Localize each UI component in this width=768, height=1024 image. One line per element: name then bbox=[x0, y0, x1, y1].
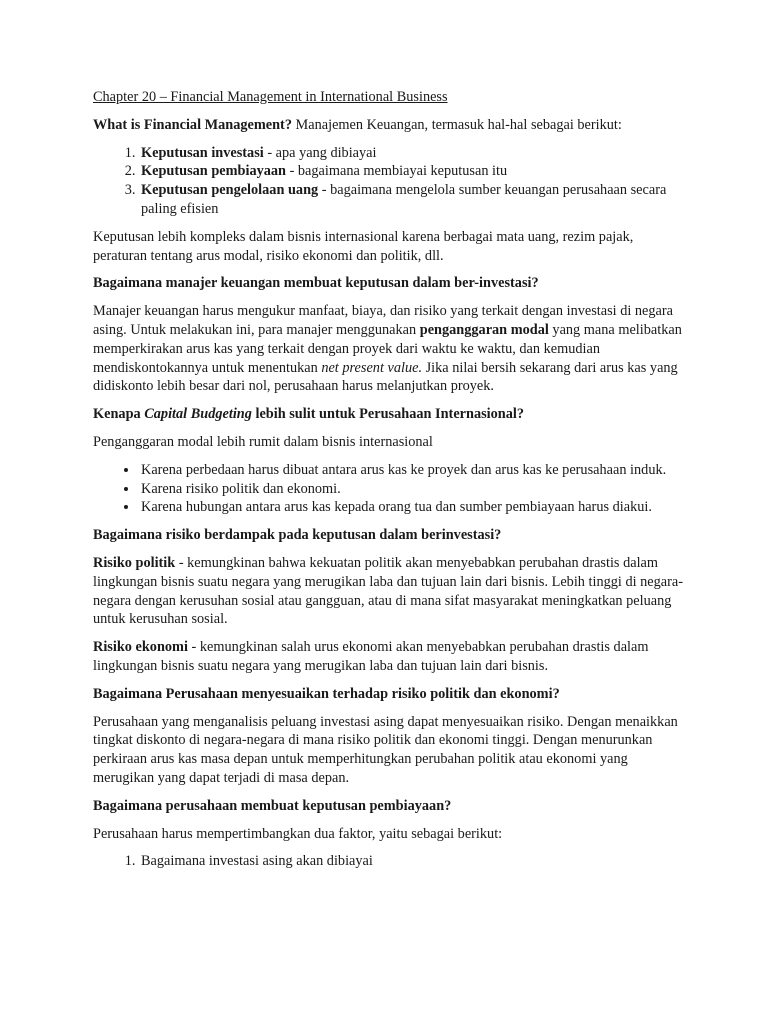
capital-lead: Penganggaran modal lebih rumit dalam bisnis internasional bbox=[93, 433, 433, 450]
list-item: • Karena risiko politik dan ekonomi. bbox=[139, 480, 683, 499]
invest-bold-term: penganggaran modal bbox=[419, 321, 549, 338]
intro-question: What is Financial Management? bbox=[93, 116, 292, 133]
decision-list bbox=[93, 144, 683, 219]
intro-answer: Manajemen Keuangan, termasuk hal-hal sebagai berikut: bbox=[291, 116, 622, 133]
adjust-paragraph: Perusahaan yang menganalisis peluang investasi asing dapat menyesuaikan risiko. Dengan menaikkan tingkat diskonto di negara-negara di mana risiko politik dan ekonomi tinggi. Dengan menurunkan perkiraan arus kas masa depan untuk memperhitungkan perubahan politik atau ekonomi yang merugikan yang dapat terjadi di masa depan. bbox=[93, 713, 678, 786]
section-heading-financing: Bagaimana perusahaan membuat keputusan pembiayaan? bbox=[93, 797, 452, 814]
political-risk-term: Risiko politik bbox=[93, 554, 176, 571]
list-item bbox=[139, 162, 683, 181]
section-heading-adjust: Bagaimana Perusahaan menyesuaikan terhadap risiko politik dan ekonomi? bbox=[93, 685, 560, 702]
section-heading-risk: Bagaimana risiko berdampak pada keputusan dalam berinvestasi? bbox=[93, 527, 502, 544]
invest-text-part1: Manajer keuangan harus mengukur manfaat, biaya, dan risiko yang terkait dengan investasi di negara asing. Untuk melakukan ini, para manajer menggunakan bbox=[93, 303, 674, 338]
list-item: • Karena hubungan antara arus kas kepada orang tua dan sumber pembiayaan harus diakui. bbox=[139, 498, 683, 517]
complexity-paragraph: Keputusan lebih kompleks dalam bisnis internasional karena berbagai mata uang, rezim pajak, peraturan tentang arus modal, risiko ekonomi dan politik, dll. bbox=[93, 228, 634, 264]
economic-risk-paragraph bbox=[93, 638, 683, 676]
list-item bbox=[139, 144, 683, 163]
financing-paragraph: Perusahaan harus mempertimbangkan dua faktor, yaitu sebagai berikut: bbox=[93, 825, 503, 842]
decision-desc: - apa yang dibiayai bbox=[263, 144, 377, 161]
political-risk-paragraph bbox=[93, 554, 683, 629]
financing-list bbox=[93, 852, 683, 871]
section-heading-capital bbox=[93, 405, 683, 424]
section-heading-invest: Bagaimana manajer keuangan membuat keputusan dalam ber-investasi? bbox=[93, 275, 539, 292]
capital-heading-prefix: Kenapa bbox=[93, 406, 145, 423]
capital-bullet-list bbox=[93, 461, 683, 517]
list-item bbox=[139, 181, 683, 219]
decision-desc: - bagaimana membiayai keputusan itu bbox=[286, 163, 508, 180]
invest-italic-term: net present value. bbox=[321, 359, 423, 376]
decision-desc: - bagaimana mengelola sumber keuangan perusahaan secara paling efisien bbox=[141, 182, 667, 217]
list-item: • Karena perbedaan harus dibuat antara arus kas ke proyek dan arus kas ke perusahaan induk. bbox=[139, 461, 683, 480]
economic-risk-term: Risiko ekonomi bbox=[93, 639, 188, 656]
capital-heading-italic: Capital Budgeting bbox=[144, 406, 252, 423]
document-content bbox=[93, 88, 683, 880]
decision-term: Keputusan pengelolaan uang bbox=[141, 182, 319, 199]
invest-text-part2: yang mana melibatkan memperkirakan arus kas yang terkait dengan proyek dari waktu ke waktu, dan kemudian mendiskontokannya untuk menentukan bbox=[93, 321, 682, 376]
capital-heading-suffix: lebih sulit untuk Perusahaan Internasional? bbox=[251, 406, 525, 423]
invest-paragraph bbox=[93, 302, 683, 396]
intro-paragraph bbox=[93, 116, 683, 135]
invest-text-part3: Jika nilai bersih sekarang dari arus kas yang didiskonto lebih besar dari nol, perusahaan harus melanjutkan proyek. bbox=[93, 359, 678, 395]
list-item: 1. Bagaimana investasi asing akan dibiayai bbox=[139, 852, 683, 871]
decision-term: Keputusan investasi bbox=[141, 144, 264, 161]
decision-term: Keputusan pembiayaan bbox=[141, 163, 286, 180]
political-risk-text: - kemungkinan bahwa kekuatan politik akan menyebabkan perubahan drastis dalam lingkungan bisnis suatu negara yang merugikan laba dan tujuan lain dari bisnis. Lebih tinggi di negara-negara dengan kerusuhan sosial atau gangguan, atau di mana sifat masyarakat meningkatkan peluang untuk kerusuhan sosial. bbox=[93, 554, 683, 628]
economic-risk-text: - kemungkinan salah urus ekonomi akan menyebabkan perubahan drastis dalam lingkungan bisnis suatu negara yang merugikan laba dan tujuan lain dari bisnis. bbox=[93, 639, 649, 674]
chapter-title: Chapter 20 – Financial Management in International Business bbox=[93, 89, 448, 105]
